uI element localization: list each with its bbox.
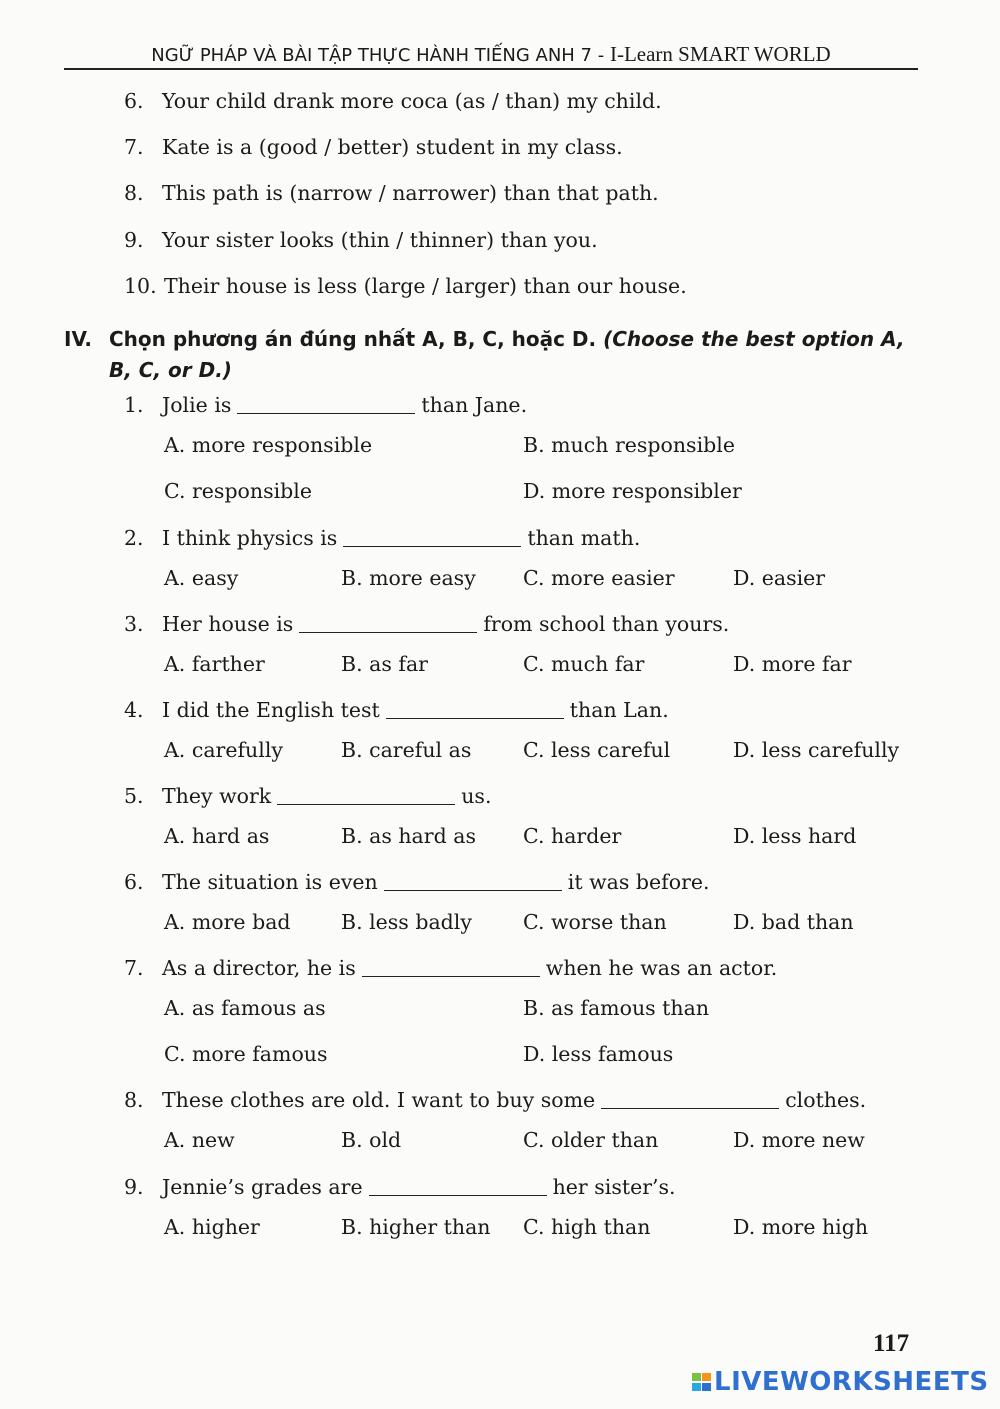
question-text — [162, 870, 710, 894]
running-header — [64, 42, 918, 70]
question-text — [162, 956, 777, 980]
option-d[interactable]: D. more high — [733, 1215, 869, 1239]
question-stem: The situation is even — [162, 870, 378, 894]
option-a[interactable]: A. more responsible — [164, 433, 373, 457]
option-a[interactable]: A. as famous as — [164, 996, 326, 1020]
option-c[interactable]: C. worse than — [523, 910, 667, 934]
option-b[interactable]: B. as hard as — [341, 824, 476, 848]
option-b[interactable]: B. careful as — [341, 738, 472, 762]
question-tail: us. — [461, 784, 492, 808]
section-title-vi: Chọn phương án đúng nhất A, B, C, hoặc D. — [109, 327, 604, 351]
option-c[interactable]: C. responsible — [164, 479, 312, 503]
answer-blank[interactable] — [362, 976, 540, 977]
option-a[interactable]: A. higher — [164, 1215, 260, 1239]
answer-blank[interactable] — [343, 546, 521, 547]
question-stem: Her house is — [162, 612, 294, 636]
question-text — [162, 784, 491, 808]
header-title-vi: NGỮ PHÁP VÀ BÀI TẬP THỰC HÀNH TIẾNG ANH 7 - — [151, 45, 610, 66]
question-text — [162, 526, 640, 550]
answer-blank[interactable] — [237, 413, 415, 414]
page-number: 117 — [873, 1330, 910, 1357]
option-a[interactable]: A. hard as — [164, 824, 270, 848]
question-tail: than Lan. — [569, 698, 669, 722]
option-b[interactable]: B. higher than — [341, 1215, 491, 1239]
option-d[interactable]: D. easier — [733, 566, 826, 590]
answer-blank[interactable] — [299, 632, 477, 633]
option-a[interactable]: A. easy — [164, 566, 239, 590]
option-a[interactable]: A. farther — [164, 652, 265, 676]
option-d[interactable]: D. more far — [733, 652, 852, 676]
option-c[interactable]: C. harder — [523, 824, 622, 848]
question-stem: Jennie’s grades are — [162, 1175, 363, 1199]
question-stem: I did the English test — [162, 698, 380, 722]
option-b[interactable]: B. old — [341, 1128, 402, 1152]
answer-blank[interactable] — [384, 890, 562, 891]
option-d[interactable]: D. less carefully — [733, 738, 900, 762]
item-text: Your sister looks (thin / thinner) than you. — [162, 228, 598, 252]
question-text — [162, 698, 669, 722]
item-number: 10. — [124, 274, 157, 298]
option-a[interactable]: A. carefully — [164, 738, 283, 762]
answer-blank[interactable] — [277, 804, 455, 805]
option-c[interactable]: C. much far — [523, 652, 645, 676]
option-a[interactable]: A. new — [164, 1128, 235, 1152]
option-d[interactable]: D. more responsibler — [523, 479, 742, 503]
answer-blank[interactable] — [369, 1195, 547, 1196]
option-c[interactable]: C. more famous — [164, 1042, 328, 1066]
option-a[interactable]: A. more bad — [164, 910, 291, 934]
question-tail: clothes. — [785, 1088, 867, 1112]
item-number: 7. — [124, 135, 144, 159]
question-number: 6. — [124, 870, 144, 894]
option-b[interactable]: B. as famous than — [523, 996, 710, 1020]
question-text — [162, 1088, 866, 1112]
question-tail: than math. — [527, 526, 641, 550]
option-b[interactable]: B. more easy — [341, 566, 476, 590]
option-b[interactable]: B. as far — [341, 652, 428, 676]
question-number: 5. — [124, 784, 144, 808]
question-stem: They work — [162, 784, 272, 808]
option-d[interactable]: D. more new — [733, 1128, 865, 1152]
option-c[interactable]: C. older than — [523, 1128, 659, 1152]
item-text: This path is (narrow / narrower) than that path. — [162, 181, 659, 205]
question-number: 1. — [124, 393, 144, 417]
option-c[interactable]: C. more easier — [523, 566, 675, 590]
item-number: 8. — [124, 181, 144, 205]
answer-blank[interactable] — [386, 718, 564, 719]
question-stem: Jolie is — [162, 393, 232, 417]
option-c[interactable]: C. less careful — [523, 738, 671, 762]
question-stem: I think physics is — [162, 526, 338, 550]
question-number: 7. — [124, 956, 144, 980]
item-number: 6. — [124, 89, 144, 113]
question-number: 9. — [124, 1175, 144, 1199]
header-title-en: I-Learn SMART WORLD — [609, 42, 831, 66]
question-tail: when he was an actor. — [545, 956, 778, 980]
option-b[interactable]: B. less badly — [341, 910, 472, 934]
question-tail: from school than yours. — [483, 612, 730, 636]
option-c[interactable]: C. high than — [523, 1215, 651, 1239]
question-number: 4. — [124, 698, 144, 722]
item-number: 9. — [124, 228, 144, 252]
question-text — [162, 1175, 676, 1199]
option-b[interactable]: B. much responsible — [523, 433, 735, 457]
question-text — [162, 393, 527, 417]
section-number: IV. — [64, 327, 92, 351]
answer-blank[interactable] — [601, 1108, 779, 1109]
question-number: 2. — [124, 526, 144, 550]
brand-footer — [692, 1367, 989, 1403]
option-d[interactable]: D. less hard — [733, 824, 857, 848]
question-tail: it was before. — [567, 870, 710, 894]
liveworksheets-logo-icon — [692, 1370, 712, 1392]
option-d[interactable]: D. less famous — [523, 1042, 674, 1066]
question-number: 8. — [124, 1088, 144, 1112]
question-stem: As a director, he is — [162, 956, 356, 980]
question-number: 3. — [124, 612, 144, 636]
section-title-en: (Choose the best option A, B, C, or D.) — [109, 327, 905, 382]
option-d[interactable]: D. bad than — [733, 910, 854, 934]
item-text: Their house is less (large / larger) than our house. — [164, 274, 687, 298]
question-tail: than Jane. — [421, 393, 528, 417]
item-text: Your child drank more coca (as / than) my child. — [162, 89, 662, 113]
question-text — [162, 612, 729, 636]
question-tail: her sister’s. — [552, 1175, 676, 1199]
item-text: Kate is a (good / better) student in my class. — [162, 135, 623, 159]
question-stem: These clothes are old. I want to buy some — [162, 1088, 596, 1112]
brand-name: LIVEWORKSHEETS — [714, 1367, 989, 1397]
